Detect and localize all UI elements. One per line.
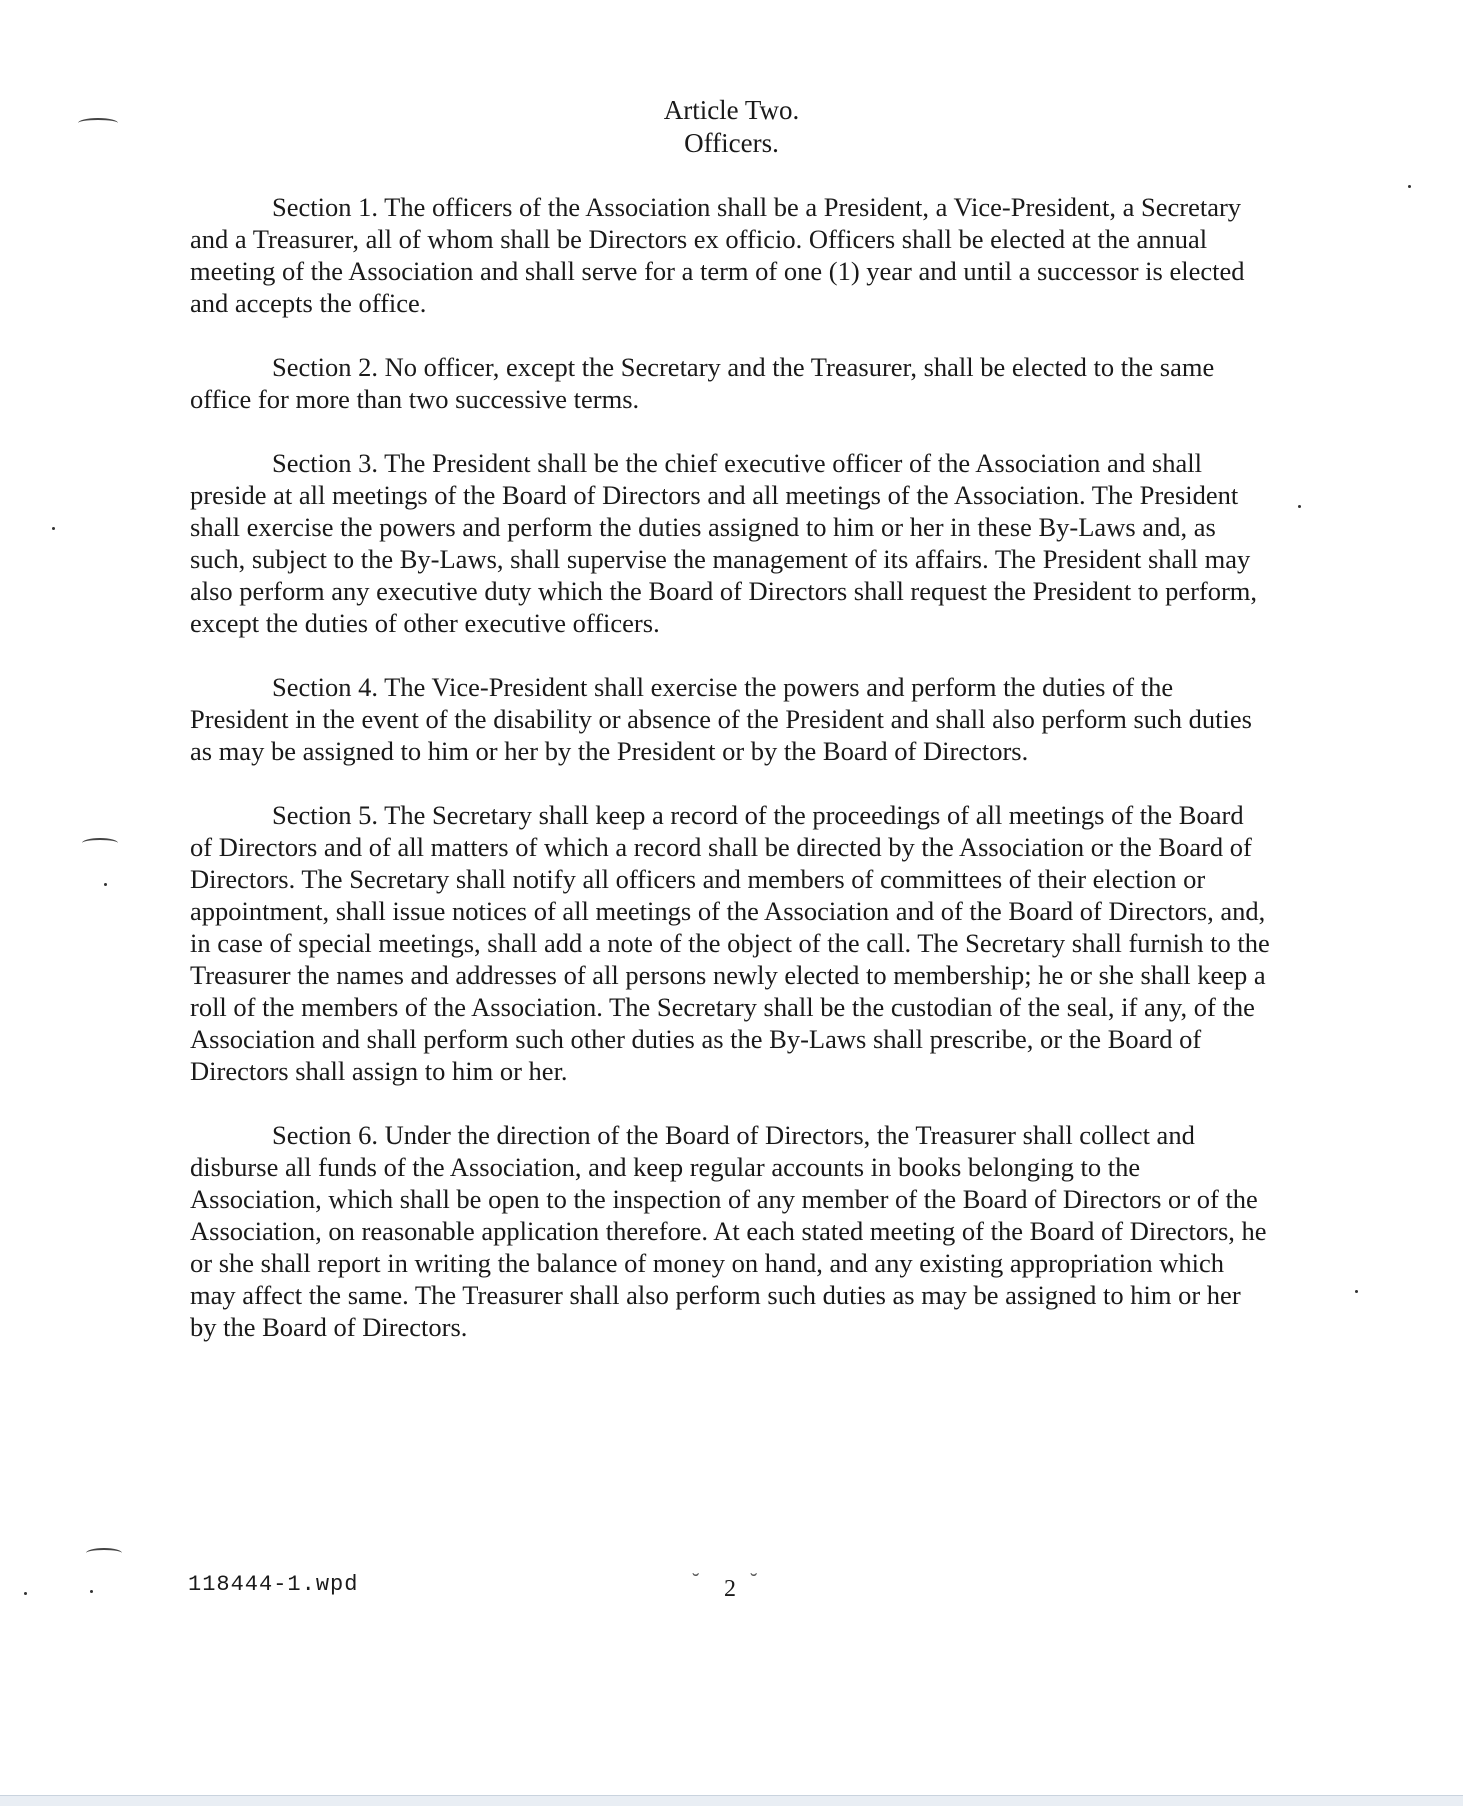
scan-speck bbox=[1355, 1290, 1358, 1293]
scan-speck bbox=[24, 1592, 27, 1595]
section-1: Section 1. The officers of the Association shall be a President, a Vice-President, a Secretary and a Treasurer, all of whom shall be Directors ex officio. Officers shall be elected at the annual meeting of the Association and shall serve for a term of one (1) year and until a successor is elected and accepts the office. bbox=[190, 192, 1245, 318]
page-tick-right: ˘ bbox=[750, 1568, 758, 1593]
section-5: Section 5. The Secretary shall keep a record of the proceedings of all meetings of the Board of Directors and of all matters of which a record shall be directed by the Association or the Board of Directors. The Secretary shall notify all officers and members of committees of their election or appointment, shall issue notices of all meetings of the Association and of the Board of Directors, and, in case of special meetings, shall add a note of the object of the call. The Secretary shall furnish to the Treasurer the names and addresses of all persons newly elected to membership; he or she shall keep a roll of the members of the Association. The Secretary shall be the custodian of the seal, if any, of the Association and shall perform such other duties as the By-Laws shall prescribe, or the Board of Directors shall assign to him or her. bbox=[190, 800, 1270, 1086]
scan-bottom-edge bbox=[0, 1795, 1463, 1806]
footer-page-number: 2 bbox=[724, 1576, 736, 1602]
footer-file-id: 118444-1.wpd bbox=[188, 1572, 359, 1597]
scan-speck bbox=[52, 527, 55, 530]
scan-speck bbox=[1298, 505, 1301, 508]
page-tick-left: ˘ bbox=[692, 1568, 700, 1593]
section-3: Section 3. The President shall be the chief executive officer of the Association and shall preside at all meetings of the Board of Directors and all meetings of the Association. The President shall exercise the powers and perform the duties assigned to him or her in these By-Laws and, as such, subject to the By-Laws, shall supervise the management of its affairs. The President shall may also perform any executive duty which the Board of Directors shall request the President to perform, except the duties of other executive officers. bbox=[190, 448, 1258, 638]
scan-speck bbox=[1408, 185, 1411, 188]
scan-mark bbox=[86, 1548, 122, 1558]
article-number: Article Two. bbox=[663, 95, 800, 125]
section-4: Section 4. The Vice-President shall exercise the powers and perform the duties of the President in the event of the disability or absence of the President and shall also perform such duties as may be assigned to him or her by the President or by the Board of Directors. bbox=[190, 672, 1252, 766]
article-heading bbox=[0, 94, 1463, 160]
scan-speck bbox=[104, 883, 107, 886]
article-title: Officers. bbox=[684, 128, 779, 158]
document-body bbox=[190, 191, 1270, 1375]
scan-speck bbox=[90, 1590, 93, 1593]
scan-mark bbox=[82, 838, 118, 848]
section-6: Section 6. Under the direction of the Board of Directors, the Treasurer shall collect and disburse all funds of the Association, and keep regular accounts in books belonging to the Association, which shall be open to the inspection of any member of the Board of Directors or of the Association, on reasonable application therefore. At each stated meeting of the Board of Directors, he or she shall report in writing the balance of money on hand, and any existing appropriation which may affect the same. The Treasurer shall also perform such duties as may be assigned to him or her by the Board of Directors. bbox=[190, 1120, 1267, 1342]
section-2: Section 2. No officer, except the Secretary and the Treasurer, shall be elected to the same office for more than two successive terms. bbox=[190, 352, 1215, 414]
